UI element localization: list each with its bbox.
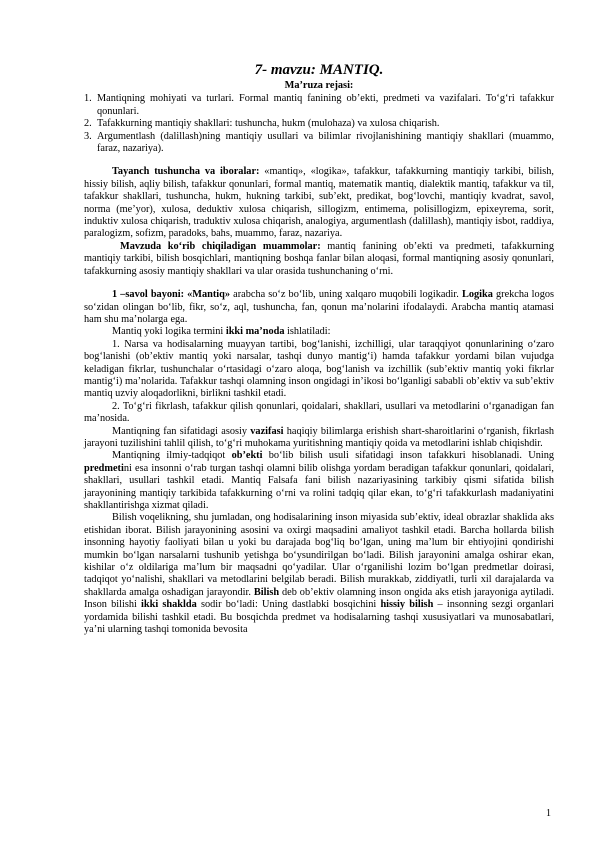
plan-item-number: 1. [84, 93, 92, 105]
page-content [84, 62, 554, 636]
bold-term: ikki shaklda [141, 599, 197, 611]
problems-text: mantiq fanining ob’ekti va predmeti, tafakkurning mantiqiy tarkibi, bilish bosqichlari, mantiqning boshqa fanlar bilan aloqasi, formal mantiqning asosiy qonunlari, tafakkurning asosiy mantiqiy shakllari va ular orasida tushunchaning o‘rni. [84, 240, 554, 277]
question-heading: 1 –savol bayoni: «Mantiq» [112, 289, 231, 301]
body-text: sodir bo‘ladi: Uning dastlabki bosqichini [196, 599, 381, 611]
body-paragraph: 2. To‘g‘ri fikrlash, tafakkur qilish qonunlari, qoidalari, shakllari, usullari va metodlarini o‘rganadigan fan ma’nosida. [84, 400, 554, 425]
body-text: – insonning sezgi organlari yordamida bilishi tashkil etadi. Bu bosqichda predmet va hodisalarning tashqi xususiyatlari va munosabatlari, ya’ni ularning tashqi tomonida bevosita [84, 599, 555, 636]
spacer [84, 278, 554, 289]
key-terms-paragraph [84, 166, 554, 240]
plan-heading: Ma’ruza rejasi: [284, 80, 354, 91]
body-paragraph [84, 289, 554, 326]
body-text: haqiqiy bilimlarga erishish shart-sharoitlarini o‘rganish, fikrlash jarayoni tuzilishini tahlil qilish, to‘g‘ri muhokama yuritishning mantiqiy qoida va metodlarini ishlab chiqishdir. [84, 425, 554, 449]
body-text: Mantiqning ilmiy-tadqiqot [112, 450, 232, 462]
key-terms-label: Tayanch tushuncha va iboralar: [112, 166, 260, 178]
plan-item [84, 93, 554, 118]
bold-term: ob’ekti [231, 450, 263, 462]
problems-label: Mavzuda ko‘rib chiqiladigan muammolar: [120, 240, 321, 252]
plan-list [84, 93, 554, 155]
bold-term: predmeti [84, 462, 124, 474]
body-paragraph: 1. Narsa va hodisalarning muayyan tartibi, bog‘lanishi, izchilligi, ular taraqqiyot qonunlarining o‘zaro bog‘lanishi (ob’ektiv mantiq yoki narsalar, tashqi dunyo mantig‘i) hamda tafakkur yordami bilan vujudga keladigan fikrlar, tushunchalar o‘rtasidagi o‘zaro aloqa, bog‘lanish va izchillik (sub’ektiv mantiq yoki fikrlar mantig‘i) ma’nolarida. Tafakkur tashqi olamning inson ongidagi in’ikosi bo‘lganligi sababli ob’ektiv va sub’ektiv mantiq uzviy aloqadorlikni, birlikni tashkil etadi. [84, 338, 554, 400]
body-paragraph [84, 426, 554, 451]
bold-term: vazifasi [250, 425, 284, 437]
body-text: ni esa insonni o‘rab turgan tashqi olamni bilib olishga yordam beradigan tafakkur qonunlari, qoidalari, shakllari, usullari tashkil etadi. Mantiq Falsafa fani bilish nazariyasining tarkibiy qismi sifatida bilish jarayonining mantiqiy tarkibida tafakkurning o‘rni va rolini tadqiq qilar ekan, to‘g‘ri tafakkurlash madaniyatini shakllantirishga xizmat qiladi. [84, 462, 554, 511]
body-text: grekcha logos so‘zidan olingan bo‘lib, fikr, so‘z, aql, tushuncha, fan, qonun ma’nolarini ifodalaydi. Arabcha mantiq atamasi ham shu ma’nolarga ega. [84, 289, 554, 325]
plan-item-text: Mantiqning mohiyati va turlari. Formal mantiq fanining ob’ekti, predmeti va vazifalari. To‘g‘ri tafakkur qonunlari. [97, 93, 554, 117]
bold-term: ikki ma’noda [225, 326, 285, 338]
bold-term: Logika [461, 289, 493, 301]
body-paragraph [84, 512, 554, 636]
spacer [84, 155, 554, 166]
body-text: Bilish voqelikning, shu jumladan, ong hodisalarining inson miyasida sub’ektiv, ideal obrazlar shaklida aks etishidan iborat. Bilish jarayonining asosini va oxirgi maqsadini amaliyot tashkil etadi. Barcha hollarda bilish insonning hayotiy faoliyati bilan u yoki bu darajada bog‘liq bo‘lgan, uning ma’lum bir ehtiyojini qondirishi mumkin bo‘lgan narsalarni tushunib yetishga bo‘ysundirilgan bo‘ladi. Bilish jarayonini amalga oshirar ekan, kishilar o‘z oldilariga ma’lum bir maqsadni qo‘yadilar. Ular o‘rganilishi lozim bo‘lgan predmetlar doirasi, tadqiqot yo‘nalishi, shakllari va metodlarini belgilab beradi. Bilish murakkab, ziddiyatli, turli xil darajalarda va shakllarda amalga oshadigan jarayondir. [84, 512, 554, 598]
body-text: Mantiq yoki logika termini [112, 326, 226, 338]
bold-term: Bilish [253, 586, 280, 598]
body-text: ishlatiladi: [284, 326, 331, 338]
plan-item-text: Argumentlash (dalillash)ning mantiqiy usullari va bilimlar rivojlanishining mantiqiy shakllari (muammo, faraz, nazariya). [97, 130, 554, 155]
plan-item-text: Tafakkurning mantiqiy shakllari: tushuncha, hukm (mulohaza) va xulosa chiqarish. [97, 118, 440, 130]
page-number: 1 [546, 808, 551, 819]
body-text: bo‘lib bilish usuli sifatidagi inson tafakkuri hisoblanadi. Uning [262, 450, 554, 462]
plan-item [84, 118, 554, 130]
page-title: 7- mavzu: MANTIQ. [254, 62, 384, 78]
problems-paragraph [84, 241, 554, 278]
body-paragraph [84, 450, 554, 512]
plan-item [84, 131, 554, 156]
body-paragraph [84, 326, 554, 338]
plan-item-number: 2. [84, 118, 92, 130]
body-text: arabcha so‘z bo‘lib, uning xalqaro muqobili logikadir. [230, 289, 462, 301]
body-text: Mantiqning fan sifatidagi asosiy [112, 425, 251, 437]
plan-item-number: 3. [84, 130, 92, 142]
bold-term: hissiy bilish [380, 599, 434, 611]
body-text: deb ob’ektiv olamning inson ongida aks etish jarayoniga aytiladi. Inson bilishi [84, 586, 554, 611]
key-terms-text: «mantiq», «logika», tafakkur, tafakkurning mantiqiy tarkibi, bilish, hissiy bilish, aqliy bilish, tafakkur qonunlari, formal mantiq, matematik mantiq, dialektik mantiq, tafakkur va til, tafakkur shakllari, tushuncha, hukm, hukning tarkibi, sub’ekt, predikat, bog‘lovchi, mantiqiy kvadrat, savol, norma (me’yor), xulosa, deduktiv xulosa chiqarish, sillogizm, entimema, polisillogizm, epixeyrema, sorit, induktiv xulosa chiqarish, traduktiv xulosa chiqarish, analogiya, argumentlash (dalillash), mantiqiy isbot, raddiya, paralogizm, sofizm, paradoks, bahs, muammo, faraz, nazariya. [84, 166, 554, 240]
